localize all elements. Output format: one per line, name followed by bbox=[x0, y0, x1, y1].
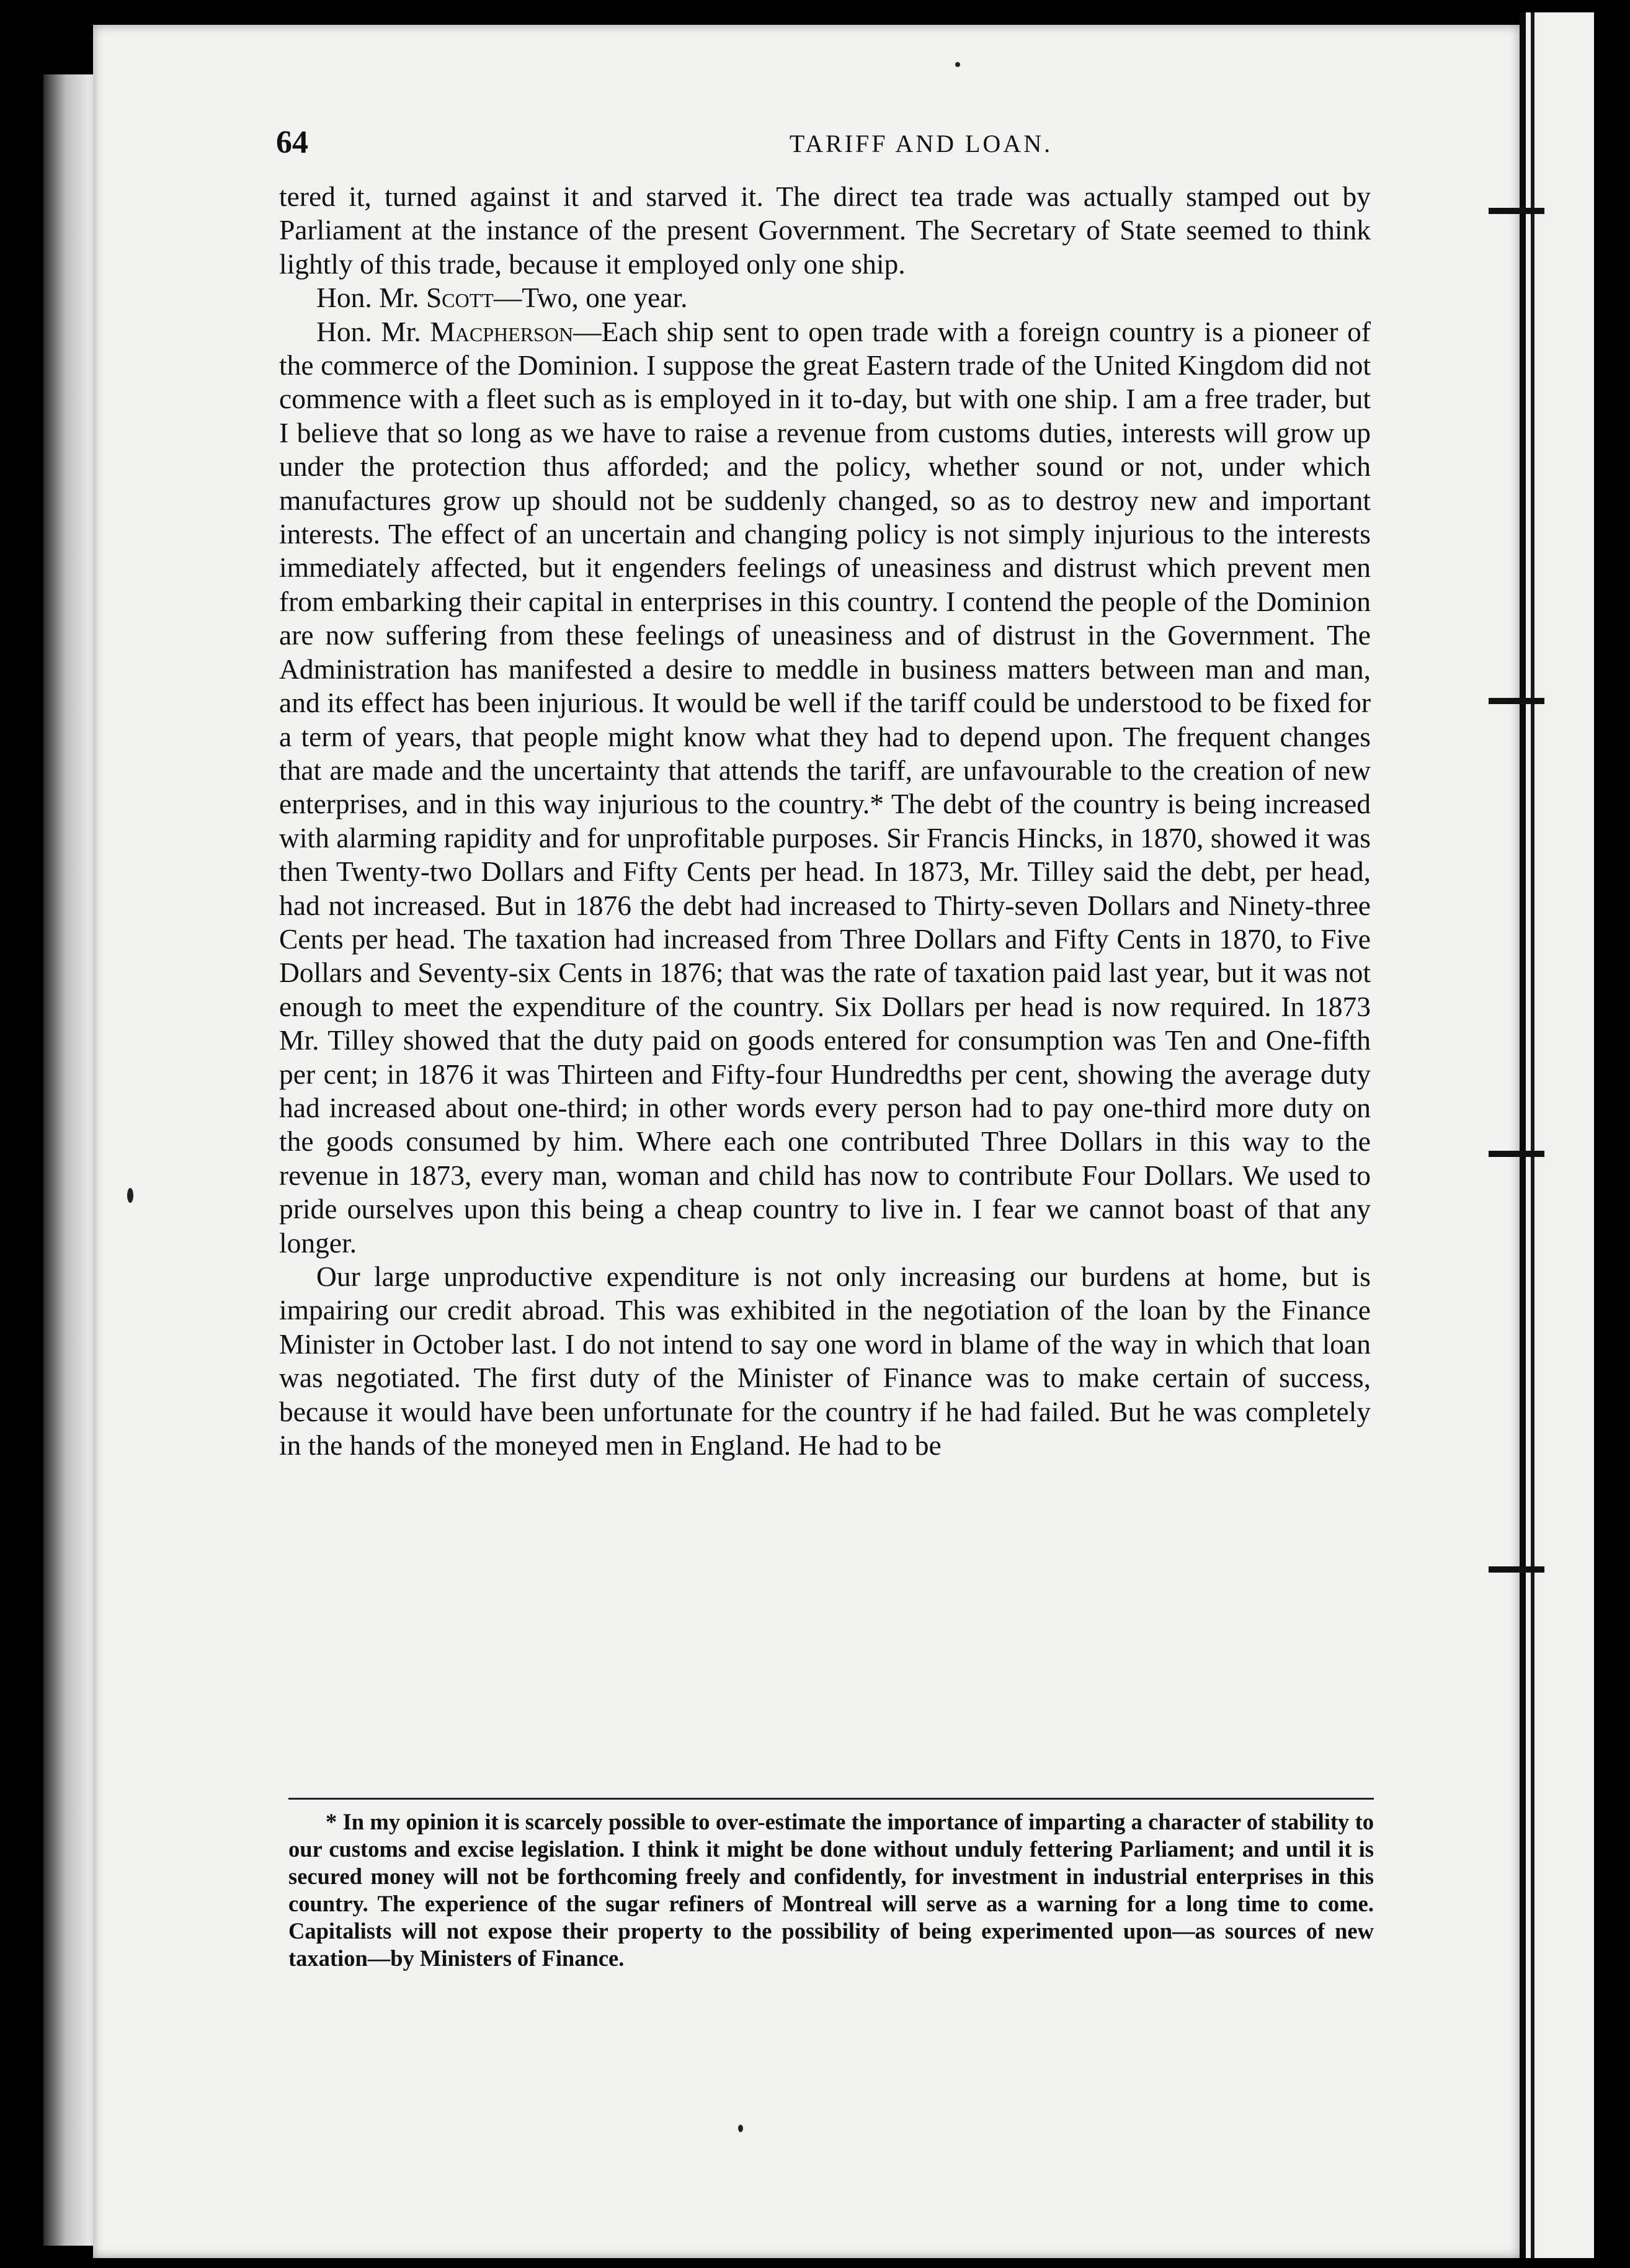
speech-text: —Two, one year. bbox=[493, 282, 688, 314]
paragraph: tered it, turned against it and starved it. The direct tea trade was actually stamped out by Parliament at the instance of the present Government. The Secretary of State seemed to think lightly of this trade, because it employed only one ship. bbox=[279, 181, 1371, 280]
paragraph bbox=[279, 281, 1371, 315]
body-text bbox=[279, 180, 1371, 1462]
ink-speck bbox=[127, 1188, 133, 1203]
speaker-name: Macpherson bbox=[430, 315, 574, 347]
speech-text: —Each ship sent to open trade with a foreign country is a pioneer of the commerce of the Dominion. I suppose the great Eastern trade of the United Kingdom did not commence with a fleet such as is employed in it to-day, but with one ship. I am a free trader, but I believe that so long as we have to raise a revenue from customs duties, interests will grow up under the protection thus afforded; and the policy, whether sound or not, under which manufactures grow up should not be suddenly changed, so as to destroy new and important interests. The effect of an uncertain and changing policy is not simply injurious to the interests immediately affected, but it engenders feelings of uneasiness and distrust which prevent men from embarking their capital in enterprises in this country. I contend the people of the Dominion are now suffering from these feelings of uneasiness and of distrust in the Government. The Administration has manifested a desire to meddle in business matters between man and man, and its effect has been injurious. It would be well if the tariff could be understood to be fixed for a term of years, that people might know what they had to depend upon. The frequent changes that are made and the uncertainty that attends the tariff, are unfavourable to the creation of new enterprises, and in this way injurious to the country.* The debt of the country is being increased with alarming rapidity and for unprofitable purposes. Sir Francis Hincks, in 1870, showed it was then Twenty-two Dollars and Fifty Cents per head. In 1873, Mr. Tilley said the debt, per head, had not increased. But in 1876 the debt had increased to Thirty-seven Dollars and Ninety-three Cents per head. The taxation had increased from Three Dollars and Fifty Cents in 1870, to Five Dollars and Seventy-six Cents in 1876; that was the rate of taxation paid last year, but it was not enough to meet the expenditure of the country. Six Dollars per head is now required. In 1873 Mr. Tilley showed that the duty paid on goods entered for consumption was Ten and One-fifth per cent; in 1876 it was Thirteen and Fifty-four Hundredths per cent, showing the average duty had increased about one-third; in other words every person had to pay one-third more duty on the goods consumed by him. Where each one contributed Three Dollars in this way to the revenue in 1873, every man, woman and child has now to contribute Four Dollars. We used to pride ourselves upon this being a cheap country to live in. I fear we cannot boast of that any longer. bbox=[279, 315, 1371, 1259]
running-head bbox=[276, 124, 1392, 167]
ink-speck bbox=[738, 2125, 743, 2132]
speaker-prefix: Hon. Mr. bbox=[316, 282, 426, 314]
margin-mark bbox=[1489, 1151, 1544, 1157]
running-title: TARIFF AND LOAN. bbox=[789, 130, 1053, 158]
ink-speck bbox=[955, 62, 960, 67]
margin-mark bbox=[1489, 698, 1544, 704]
speaker-name: Scott bbox=[425, 282, 494, 314]
footnote-rule bbox=[288, 1798, 1374, 1800]
page-gutter-line bbox=[1531, 12, 1534, 2258]
page-number: 64 bbox=[276, 125, 308, 160]
paragraph bbox=[279, 315, 1371, 1260]
adjacent-leaf-edge bbox=[43, 74, 99, 2246]
footnote bbox=[288, 1808, 1374, 1972]
footnote-text: * In my opinion it is scarcely possible to over-estimate the importance of imparting a character of stability to our customs and excise legislation. I think it might be done without unduly fettering Parliament; and until it is secured money will not be forthcoming freely and confidently, for investment in industrial enterprises in this country. The experience of the sugar refiners of Montreal will serve as a warning for a long time to come. Capitalists will not expose their property to the possibility of being experimented upon—as sources of new taxation—by Ministers of Finance. bbox=[288, 1809, 1374, 1971]
margin-mark bbox=[1489, 1566, 1544, 1573]
margin-mark bbox=[1489, 208, 1544, 214]
paragraph: Our large unproductive expenditure is not only increasing our burdens at home, but is impairing our credit abroad. This was exhibited in the negotiation of the loan by the Finance Minister in October last. I do not intend to say one word in blame of the way in which that loan was negotiated. The first duty of the Minister of Finance was to make certain of success, because it would have been unfortunate for the country if he had failed. But he was completely in the hands of the moneyed men in England. He had to be bbox=[279, 1261, 1371, 1462]
speaker-prefix: Hon. Mr. bbox=[316, 315, 430, 347]
